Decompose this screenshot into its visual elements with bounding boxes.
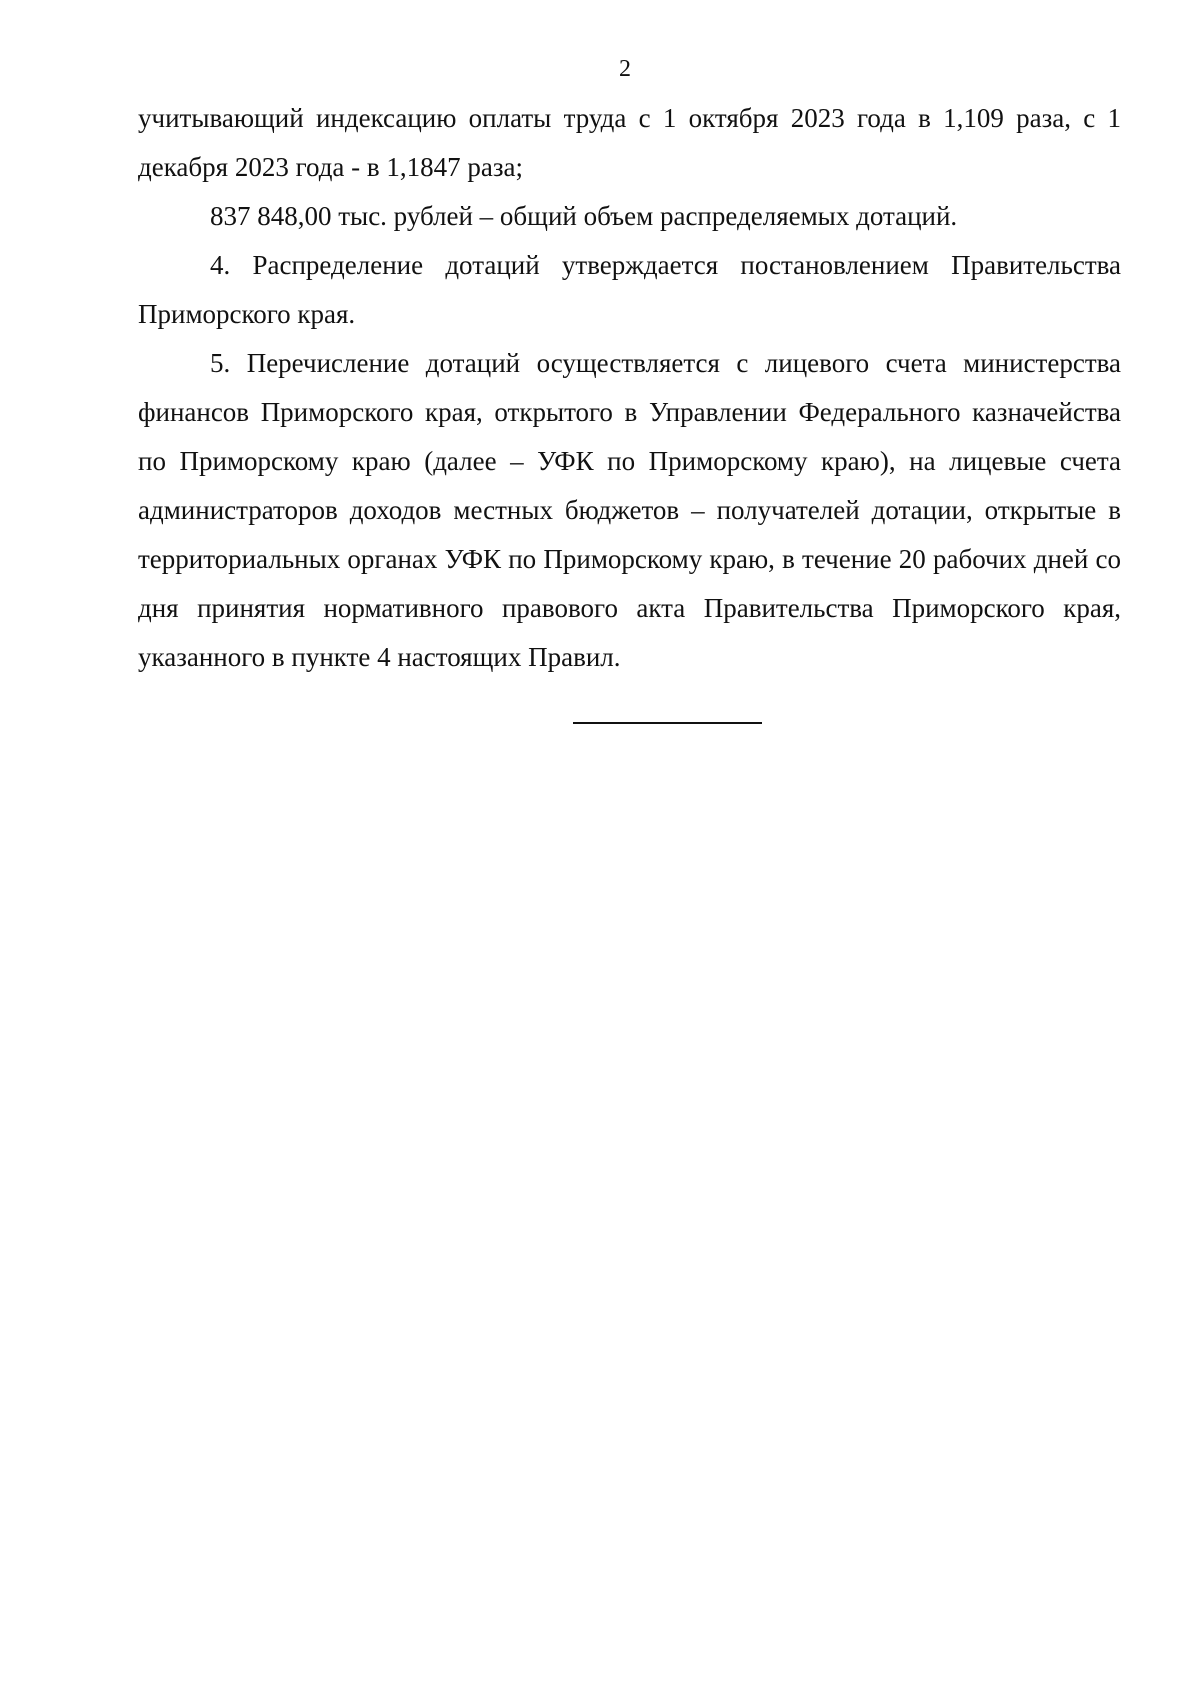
paragraph-total-subsidy-volume: 837 848,00 тыс. рублей – общий объем распределяемых дотаций. bbox=[210, 201, 958, 231]
document-body bbox=[138, 94, 1121, 682]
closing-separator-line bbox=[573, 722, 762, 724]
paragraph-indexation-continuation: учитывающий индексацию оплаты труда с 1 октября 2023 года в 1,109 раза, с 1 декабря 2023 года - в 1,1847 раза; bbox=[138, 103, 1121, 182]
paragraph-item-4-distribution: 4. Распределение дотаций утверждается постановлением Правительства Приморского края. bbox=[138, 250, 1121, 329]
page-number: 2 bbox=[619, 56, 631, 82]
paragraph-item-5-transfer: 5. Перечисление дотаций осуществляется с лицевого счета министерства финансов Приморского края, открытого в Управлении Федерального казначейства по Приморскому краю (далее – УФК по Приморскому краю), на лицевые счета администраторов доходов местных бюджетов – получателей дотации, открытые в территориальных органах УФК по Приморскому краю, в течение 20 рабочих дней со дня принятия нормативного правового акта Правительства Приморского края, указанного в пункте 4 настоящих Правил. bbox=[138, 348, 1121, 672]
